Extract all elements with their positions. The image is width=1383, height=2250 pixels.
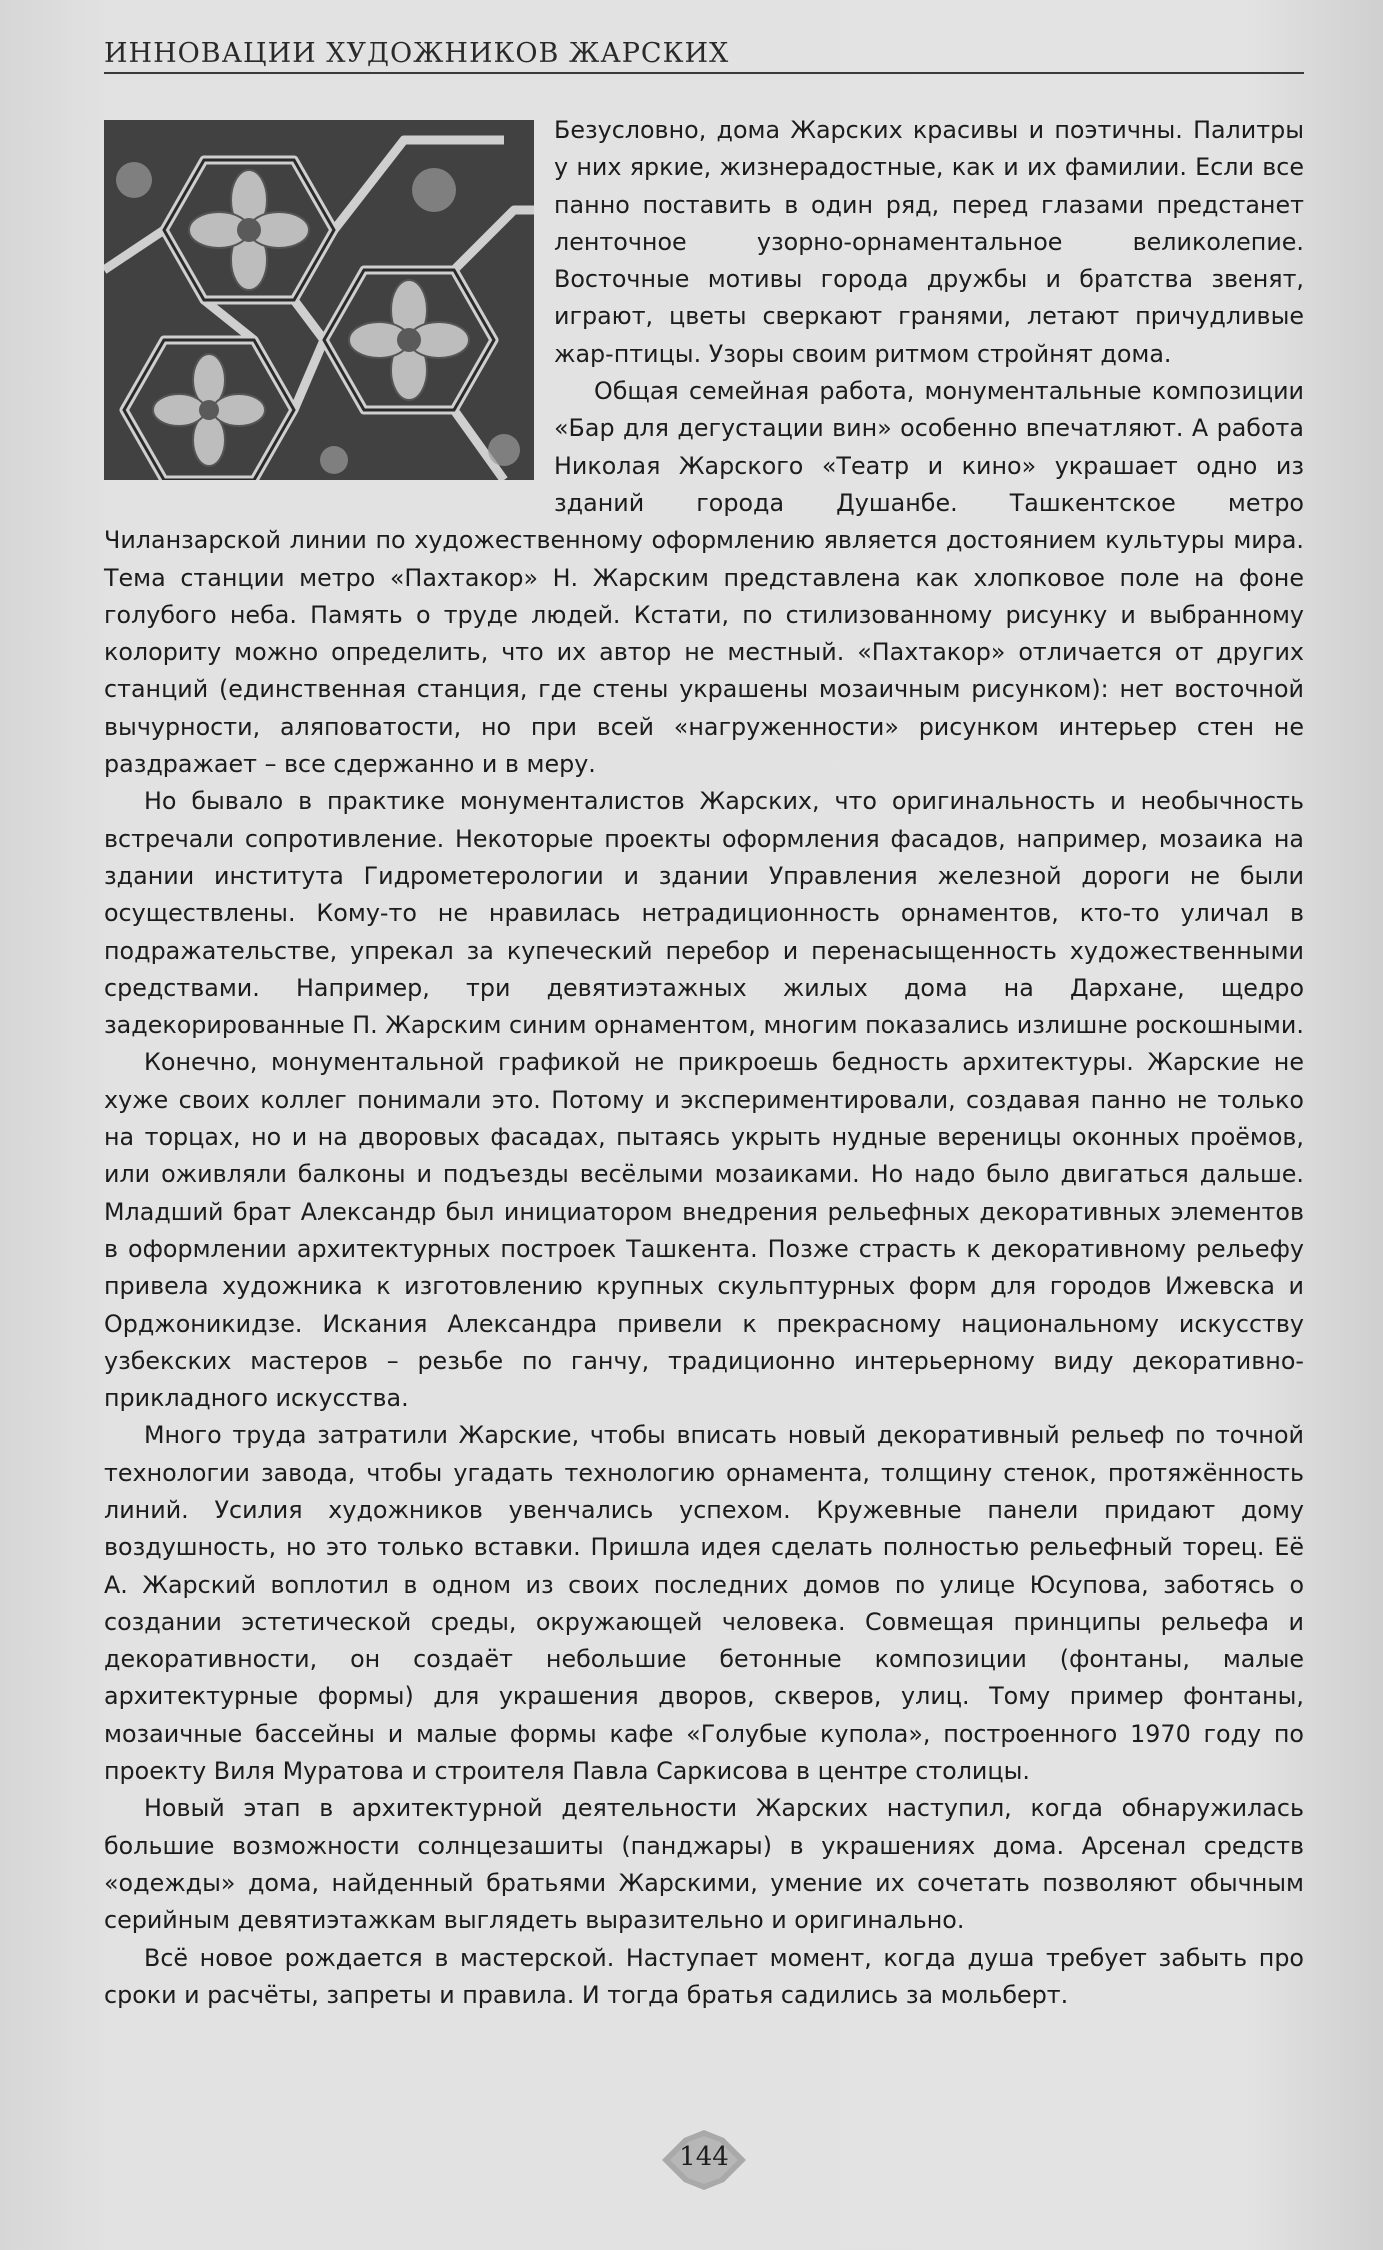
paragraph: Много труда затратили Жарские, чтобы вписать новый декоративный рельеф по точной технологии завода, чтобы угадать технологию орнамента, толщину стенок, протяжённость линий. Усилия художников увенчались успехом. Кружевные панели придают дому воздушность, но это только вставки. Пришла идея сделать полностью рельефный торец. Её А. Жарский воплотил в одном из своих последних домов по улице Юсупова, заботясь о создании эстетической среды, окружающей человека. Совмещая принципы рельефа и декоративности, он создаёт небольшие бетонные композиции (фонтаны, малые архитектурные формы) для украшения дворов, скверов, улиц. Тому пример фонтаны, мозаичные бассейны и малые формы кафе «Голубые купола», построенного 1970 году по проекту Виля Муратова и строителя Павла Саркисова в центре столицы. <box>104 1421 1304 1786</box>
paragraph: Всё новое рождается в мастерской. Наступает момент, когда душа требует забыть про сроки и расчёты, запреты и правила. И тогда братья садились за мольберт. <box>104 1943 1304 2009</box>
page-number-badge <box>662 2130 746 2190</box>
paragraph: Но бывало в практике монументалистов Жарских, что оригинальность и необычность встречали сопротивление. Некоторые проекты оформления фасадов, например, мозаика на здании института Гидрометерологии и здании Управления железной дороги не были осуществлены. Кому-то не нравилась нетрадиционность орнаментов, кто-то уличал в подражательстве, упрекал за купеческий перебор и перенасыщенность художественными средствами. Например, три девятиэтажных жилых дома на Дархане, щедро задекорированные П. Жарским синим орнаментом, многим показались излишне роскошными. <box>104 787 1304 1040</box>
page-number: 144 <box>679 2142 729 2172</box>
paragraph: Конечно, монументальной графикой не прикроешь бедность архитектуры. Жарские не хуже своих коллег понимали это. Потому и экспериментировали, создавая панно не только на торцах, но и на дворовых фасадах, пытаясь укрыть нудные вереницы оконных проёмов, или оживляли балконы и подъезды весёлыми мозаиками. Но надо было двигаться дальше. Младший брат Александр был инициатором внедрения рельефных декоративных элементов в оформлении архитектурных построек Ташкента. Позже страсть к декоративному рельефу привела художника к изготовлению крупных скульптурных форм для городов Ижевска и Орджоникидзе. Искания Александра привели к прекрасному национальному искусству узбекских мастеров – резьбе по ганчу, традиционно интерьерному виду декоративно-прикладного искусства. <box>104 1048 1304 1413</box>
paragraph: Общая семейная работа, монументальные композиции «Бар для дегустации вин» особенно впечатляют. А работа Николая Жарского «Театр и кино» украшает одно из зданий города Душанбе. Ташкентское метро Чиланзарской линии по художественному оформлению является достоянием культуры мира. Тема станции метро «Пахтакор» Н. Жарским представлена как хлопковое поле на фоне голубого неба. Память о труде людей. Кстати, по стилизованному рисунку и выбранному колориту можно определить, что их автор не местный. «Пахтакор» отличается от других станций (единственная станция, где стены украшены мозаичным рисунком): нет восточной вычурности, аляповатости, но при всей «нагруженности» рисунком интерьер стен не раздражает – все сдержанно и в меру. <box>104 377 1304 779</box>
body-text <box>104 112 1304 2014</box>
header-rule <box>104 72 1304 74</box>
paragraph: Безусловно, дома Жарских красивы и поэтичны. Палитры у них яркие, жизнерадостные, как и их фамилии. Если все панно поставить в один ряд, перед глазами предстанет ленточное узорно-орнаментальное великолепие. Восточные мотивы города дружбы и братства звенят, играют, цветы сверкают гранями, летают причудливые жар-птицы. Узоры своим ритмом стройнят дома. <box>554 116 1304 368</box>
running-header: ИННОВАЦИИ ХУДОЖНИКОВ ЖАРСКИХ <box>104 38 730 69</box>
paragraph: Новый этап в архитектурной деятельности Жарских наступил, когда обнаружилась большие возможности солнцезашиты (панджары) в украшениях дома. Арсенал средств «одежды» дома, найденный братьями Жарскими, умение их сочетать позволяют обычным серийным девятиэтажкам выглядеть выразительно и оригинально. <box>104 1794 1304 1935</box>
